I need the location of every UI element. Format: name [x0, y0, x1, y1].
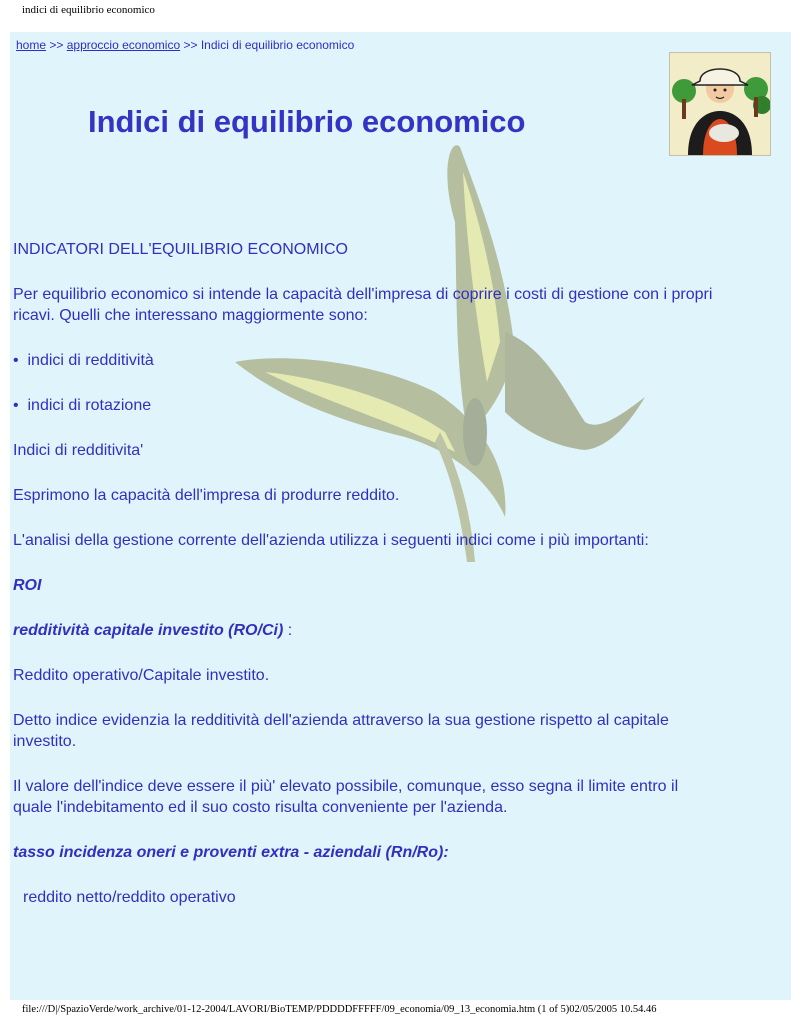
list-item [13, 350, 713, 371]
list-item [13, 395, 713, 416]
tasso-heading: tasso incidenza oneri e proventi extra - aziendali (Rn/Ro): [13, 844, 449, 861]
paragraph: Esprimono la capacità dell'impresa di produrre reddito. [13, 487, 400, 504]
roi-heading: ROI [13, 577, 42, 594]
paragraph: Il valore dell'indice deve essere il più' elevato possibile, comunque, esso segna il limite entro il quale l'indebitamento ed il suo costo risulta conveniente per l'azienda. [13, 778, 679, 816]
intro-paragraph: Per equilibrio economico si intende la capacità dell'impresa di coprire i costi di gestione con i propri ricavi. Quelli che interessano maggiormente sono: [13, 286, 713, 324]
tasso-formula: reddito netto/reddito operativo [23, 889, 236, 906]
farmer-illustration [669, 52, 771, 156]
breadcrumb [16, 38, 354, 52]
bullet: • [13, 397, 19, 414]
page-title: Indici di equilibrio economico [88, 104, 526, 139]
paragraph: L'analisi della gestione corrente dell'azienda utilizza i seguenti indici come i più importanti: [13, 532, 649, 549]
breadcrumb-section-link[interactable]: approccio economico [66, 38, 181, 52]
breadcrumb-separator: >> [183, 38, 198, 52]
sub-heading: Indici di redditivita' [13, 442, 144, 459]
article-body [13, 239, 713, 932]
roi-formula: Reddito operativo/Capitale investito. [13, 667, 270, 684]
print-footer: file:///D|/SpazioVerde/work_archive/01-12-2004/LAVORI/BioTEMP/PDDDDFFFFF/09_economia/09_13_economia.htm (1 of 5)02/05/2005 10.54.46 [22, 1004, 657, 1015]
section-heading: INDICATORI DELL'EQUILIBRIO ECONOMICO [13, 241, 348, 258]
roi-definition [13, 620, 713, 641]
list-item-text: indici di rotazione [27, 397, 152, 414]
print-header: indici di equilibrio economico [22, 4, 155, 16]
paragraph: Detto indice evidenzia la redditività dell'azienda attraverso la sua gestione rispetto al capitale investito. [13, 712, 669, 750]
roi-definition-colon: : [287, 622, 293, 639]
roi-definition-label: redditività capitale investito (RO/Ci) [13, 622, 284, 639]
breadcrumb-separator: >> [49, 38, 64, 52]
page-content-area [10, 32, 791, 1000]
breadcrumb-home-link[interactable]: home [16, 38, 47, 52]
list-item-text: indici di redditività [27, 352, 154, 369]
breadcrumb-current: Indici di equilibrio economico [200, 38, 355, 52]
bullet: • [13, 352, 19, 369]
